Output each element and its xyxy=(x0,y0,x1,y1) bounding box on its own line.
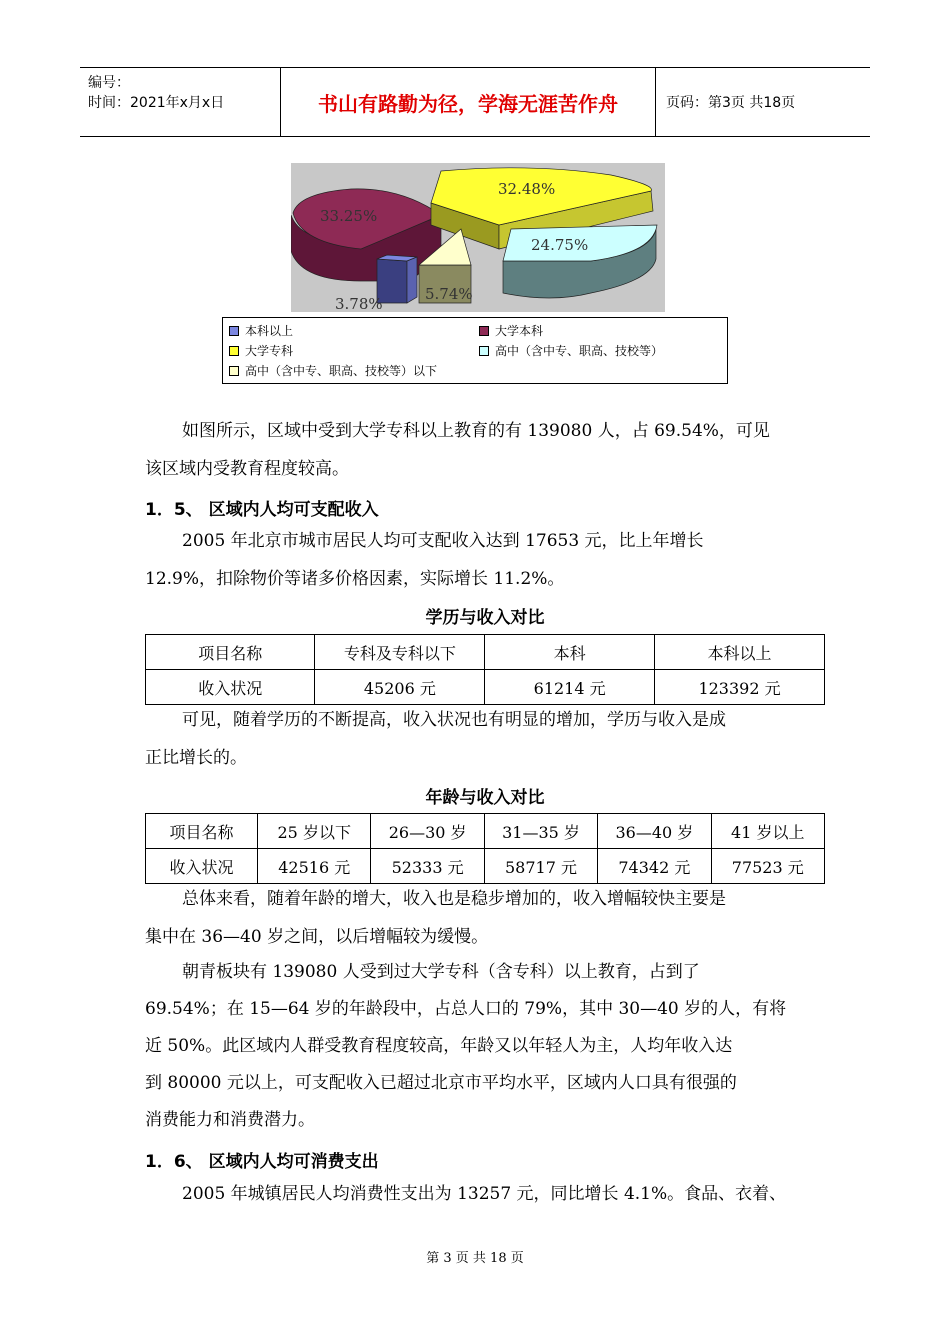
table-cell: 123392 元 xyxy=(655,670,825,705)
table-cell: 42516 元 xyxy=(258,849,371,884)
table-cell: 61214 元 xyxy=(485,670,655,705)
paragraph: 如图所示，区域中受到大学专科以上教育的有 139080 人，占 69.54%，可见 xyxy=(182,421,770,441)
data-label-postgrad: 3.78% xyxy=(335,295,383,313)
number-label: 编号： xyxy=(88,75,130,91)
legend-swatch xyxy=(479,346,489,356)
table-cell: 45206 元 xyxy=(315,670,485,705)
page-info: 页码：第3页 共18页 xyxy=(666,95,796,111)
table-cell: 52333 元 xyxy=(371,849,484,884)
pie-chart-svg xyxy=(291,163,665,312)
table-cell: 专科及专科以下 xyxy=(315,635,485,670)
table-cell: 项目名称 xyxy=(146,635,315,670)
table-cell: 收入状况 xyxy=(146,849,258,884)
table-row xyxy=(146,849,825,884)
data-label-highschool: 24.75% xyxy=(531,236,589,254)
motto: 书山有路勤为径，学海无涯苦作舟 xyxy=(281,68,656,136)
legend-label: 高中（含中专、职高、技校等） xyxy=(495,344,664,358)
table-cell: 26—30 岁 xyxy=(371,814,484,849)
legend-label: 大学专科 xyxy=(245,344,294,358)
table-row xyxy=(146,635,825,670)
paragraph: 可见，随着学历的不断提高，收入状况也有明显的增加，学历与收入是成 xyxy=(182,710,726,730)
time-label: 时间：2021年x月x日 xyxy=(88,95,225,111)
paragraph: 正比增长的。 xyxy=(145,748,247,768)
paragraph: 2005 年北京市城市居民人均可支配收入达到 17653 元，比上年增长 xyxy=(182,531,704,551)
data-label-below-hs: 5.74% xyxy=(425,285,473,303)
page-footer: 第 3 页 共 18 页 xyxy=(426,1251,524,1266)
pie-chart xyxy=(291,163,665,312)
legend-swatch xyxy=(229,366,239,376)
page-header xyxy=(80,67,870,137)
paragraph: 朝青板块有 139080 人受到过大学专科（含专科）以上教育，占到了 xyxy=(182,962,700,982)
table-cell: 项目名称 xyxy=(146,814,258,849)
education-income-table xyxy=(145,634,825,705)
table-title: 学历与收入对比 xyxy=(425,608,545,628)
legend-swatch xyxy=(479,326,489,336)
legend-label: 高中（含中专、职高、技校等）以下 xyxy=(245,364,438,378)
paragraph: 消费能力和消费潜力。 xyxy=(145,1110,315,1130)
table-cell: 77523 元 xyxy=(711,849,824,884)
legend-label: 本科以上 xyxy=(245,324,294,338)
legend-swatch xyxy=(229,326,239,336)
table-title: 年龄与收入对比 xyxy=(425,788,545,808)
legend-item xyxy=(479,322,543,339)
header-meta xyxy=(80,68,281,136)
paragraph: 近 50%。此区域内人群受教育程度较高，年龄又以年轻人为主，人均年收入达 xyxy=(145,1036,733,1056)
legend-item xyxy=(229,342,293,359)
section-heading: 1．5、 区域内人均可支配收入 xyxy=(145,500,379,520)
slice-postgrad-side2 xyxy=(407,257,417,303)
table-row xyxy=(146,670,825,705)
table-cell: 74342 元 xyxy=(598,849,711,884)
table-row xyxy=(146,814,825,849)
paragraph: 到 80000 元以上，可支配收入已超过北京市平均水平，区域内人口具有很强的 xyxy=(145,1073,737,1093)
legend-item xyxy=(479,342,663,359)
paragraph: 12.9%，扣除物价等诸多价格因素，实际增长 11.2%。 xyxy=(145,569,565,589)
data-label-college: 32.48% xyxy=(498,180,556,198)
table-cell: 58717 元 xyxy=(484,849,597,884)
table-cell: 36—40 岁 xyxy=(598,814,711,849)
data-label-university: 33.25% xyxy=(320,207,378,225)
paragraph: 该区域内受教育程度较高。 xyxy=(145,459,349,479)
chart-legend xyxy=(222,317,728,384)
legend-item xyxy=(229,322,293,339)
paragraph: 集中在 36—40 岁之间，以后增幅较为缓慢。 xyxy=(145,927,489,947)
paragraph: 总体来看，随着年龄的增大，收入也是稳步增加的，收入增幅较快主要是 xyxy=(182,889,726,909)
table-cell: 本科以上 xyxy=(655,635,825,670)
paragraph: 69.54%；在 15—64 岁的年龄段中，占总人口的 79%，其中 30—40 岁的人，有将 xyxy=(145,999,787,1019)
table-cell: 收入状况 xyxy=(146,670,315,705)
table-cell: 31—35 岁 xyxy=(484,814,597,849)
legend-swatch xyxy=(229,346,239,356)
table-cell: 25 岁以下 xyxy=(258,814,371,849)
table-cell: 本科 xyxy=(485,635,655,670)
legend-item xyxy=(229,362,437,379)
paragraph: 2005 年城镇居民人均消费性支出为 13257 元，同比增长 4.1%。食品、衣着、 xyxy=(182,1184,787,1204)
section-heading: 1．6、 区域内人均可消费支出 xyxy=(145,1152,379,1172)
table-cell: 41 岁以上 xyxy=(711,814,824,849)
age-income-table xyxy=(145,813,825,884)
legend-label: 大学本科 xyxy=(495,324,544,338)
